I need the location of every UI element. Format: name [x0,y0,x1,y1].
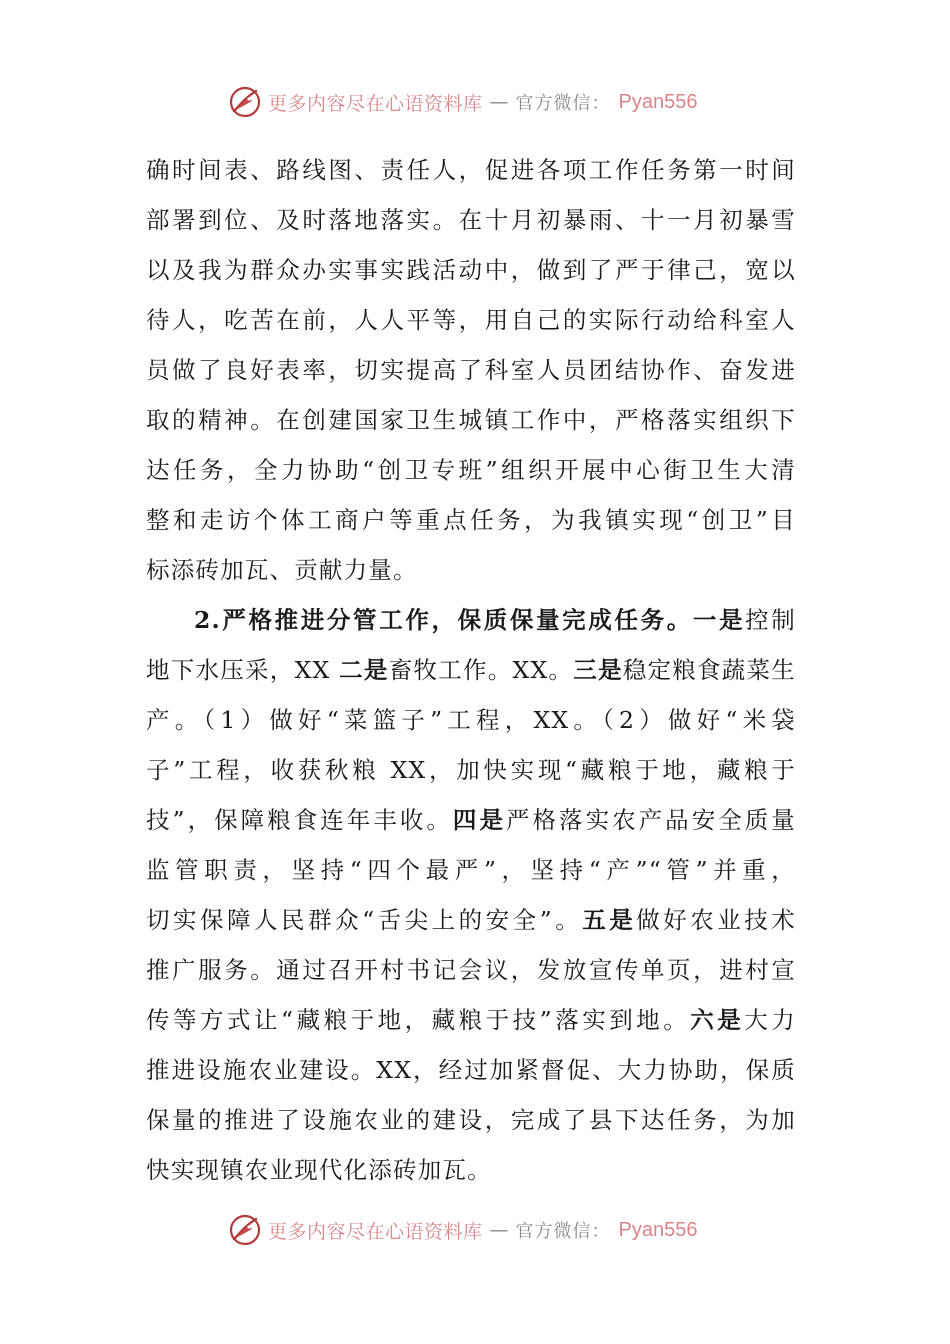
text-run: 控制 [745,606,796,634]
text-run: 员做了良好表率，切实提高了科室人员团结协作、奋发进 [146,356,796,384]
text-line [146,1045,796,1095]
text-run: 待人，吃苦在前，人人平等，用自己的实际行动给科室人 [146,306,796,334]
text-run: 推进设施农业建设。XX，经过加紧督促、大力协助，保质 [146,1056,796,1084]
text-run: 子”工程，收获秋粮 XX，加快实现“藏粮于地，藏粮于 [146,756,796,784]
header-banner [228,82,748,122]
text-run: 达任务，全力协助“创卫专班”组织开展中心街卫生大清 [146,456,796,484]
text-line [146,545,796,595]
text-line [146,795,796,845]
text-line [146,495,796,545]
text-run: 标添砖加瓦、贡献力量。 [146,556,418,584]
banner-dash: — [489,1219,509,1241]
text-run: 传等方式让“藏粮于地，藏粮于技”落实到地。 [146,1006,691,1034]
text-line [146,295,796,345]
text-run: 快实现镇农业现代化添砖加瓦。 [146,1156,492,1184]
text-line [146,745,796,795]
text-run: 取的精神。在创建国家卫生城镇工作中，严格落实组织下 [146,406,796,434]
text-run: 切实保障人民群众“舌尖上的安全”。 [146,906,583,934]
text-line [146,395,796,445]
text-run: 部署到位、及时落地落实。在十月初暴雨、十一月初暴雪 [146,206,796,234]
banner-wechat-label: 官方微信： [515,1221,611,1242]
text-line [146,445,796,495]
bold-text-run: 四是 [452,806,506,834]
banner-slogan: 更多内容尽在心语资料库 [268,1220,483,1243]
text-run: 大力 [744,1006,796,1034]
text-line [146,695,796,745]
pen-nib-logo-icon [228,85,262,119]
banner-wechat-label: 官方微信： [515,93,611,114]
bold-text-run: 一是 [692,606,746,634]
text-line [146,195,796,245]
text-run: 整和走访个体工商户等重点任务，为我镇实现“创卫”目 [146,506,796,534]
text-run: 以及我为群众办实事实践活动中，做到了严于律己，宽以 [146,256,796,284]
bold-text-run: 五是 [582,906,637,934]
bold-text-run: 三是 [573,656,623,684]
bold-text-run: 六是 [690,1006,745,1034]
text-run: 地下水压采，XX [146,656,340,684]
text-line [146,945,796,995]
text-run: 畜牧工作。XX。 [388,656,574,684]
text-run: 做好农业技术 [636,906,797,934]
text-run: 保量的推进了设施农业的建设，完成了县下达任务，为加 [146,1106,796,1134]
text-line [146,645,796,695]
bold-text-run: 二是 [339,656,389,684]
text-run: 严格落实农产品安全质量 [505,806,797,834]
text-line [146,145,796,195]
bold-text-run: 2.严格推进分管工作，保质保量完成任务。 [194,606,693,634]
text-run: 确时间表、路线图、责任人，促进各项工作任务第一时间 [146,156,796,184]
text-line [146,895,796,945]
document-body [146,145,796,1195]
banner-wechat-id: Pyan556 [618,90,698,113]
pen-nib-logo-icon [228,1213,262,1247]
text-run: 稳定粮食蔬菜生 [622,656,797,684]
banner-wechat-id: Pyan556 [618,1218,698,1241]
text-line [146,345,796,395]
text-line [146,595,796,645]
footer-banner [228,1210,748,1250]
text-line [146,995,796,1045]
banner-dash: — [489,91,509,113]
text-run: 推广服务。通过召开村书记会议，发放宣传单页，进村宣 [146,956,796,984]
banner-slogan: 更多内容尽在心语资料库 [268,92,483,115]
text-run: 监管职责，坚持“四个最严”，坚持“产”“管”并重， [146,856,796,884]
text-line [146,1095,796,1145]
text-line [146,845,796,895]
text-run: 技”，保障粮食连年丰收。 [146,806,453,834]
text-line [146,1145,796,1195]
text-line [146,245,796,295]
text-run: 产。（1）做好“菜篮子”工程，XX。（2）做好“米袋 [146,706,796,734]
